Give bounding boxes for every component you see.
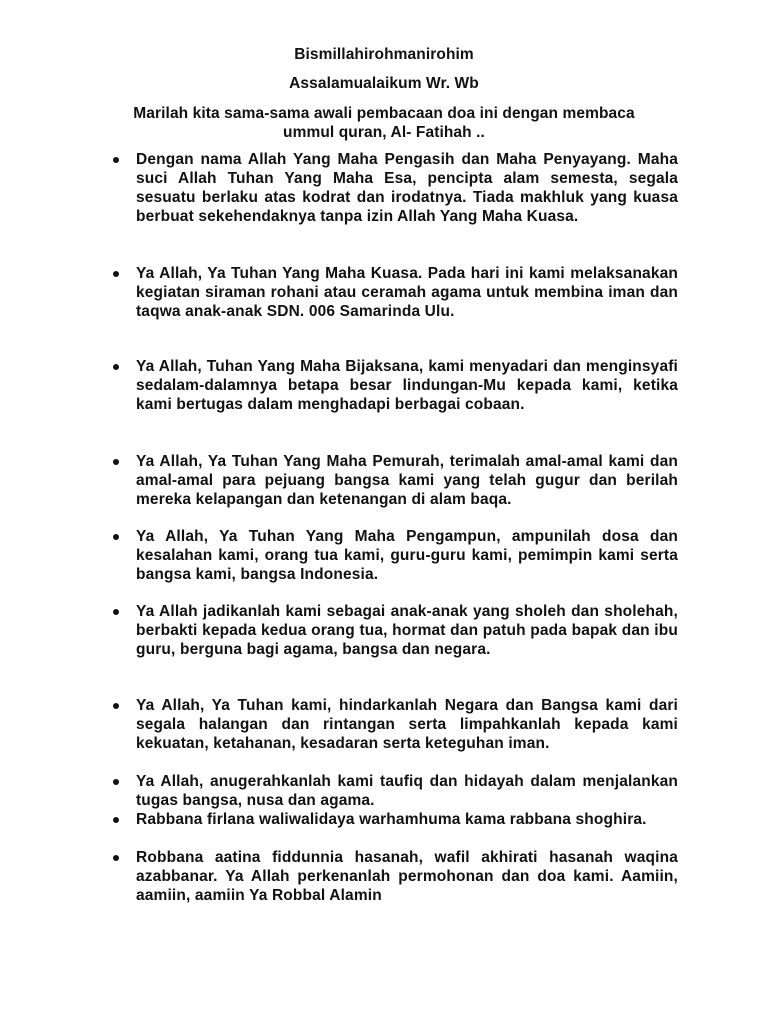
prayer-text: Ya Allah, Ya Tuhan Yang Maha Kuasa. Pada hari ini kami melaksanakan kegiatan siraman rohani atau ceramah agama untuk membina iman dan taqwa anak-anak SDN. 006 Samarinda Ulu. <box>136 265 678 320</box>
prayer-item <box>108 602 678 659</box>
bullet-icon <box>113 271 119 277</box>
bullet-icon <box>113 817 119 823</box>
bullet-icon <box>113 459 119 465</box>
heading-salam: Assalamualaikum Wr. Wb <box>289 75 479 92</box>
prayer-item <box>108 264 678 321</box>
prayer-text: Ya Allah, Ya Tuhan kami, hindarkanlah Negara dan Bangsa kami dari segala halangan dan rintangan serta limpahkanlah kepada kami kekuatan, ketahanan, kesadaran serta keteguhan iman. <box>136 697 678 752</box>
prayer-text: Rabbana firlana waliwalidaya warhamhuma kama rabbana shoghira. <box>136 811 647 828</box>
bullet-icon <box>113 855 119 861</box>
prayer-item <box>108 772 678 810</box>
bullet-icon <box>113 157 119 163</box>
prayer-text: Ya Allah, Tuhan Yang Maha Bijaksana, kami menyadari dan menginsyafi sedalam-dalamnya betapa besar lindungan-Mu kepada kami, ketika kami bertugas dalam menghadapi berbagai cobaan. <box>136 358 678 413</box>
prayer-text: Ya Allah, Ya Tuhan Yang Maha Pengampun, ampunilah dosa dan kesalahan kami, orang tua kami, guru-guru kami, pemimpin kami serta bangsa kami, bangsa Indonesia. <box>136 528 678 583</box>
prayer-item <box>108 527 678 584</box>
prayer-item <box>108 848 678 905</box>
bullet-icon <box>113 534 119 540</box>
bullet-icon <box>113 364 119 370</box>
bullet-icon <box>113 609 119 615</box>
prayer-text: Ya Allah jadikanlah kami sebagai anak-anak yang sholeh dan sholehah, berbakti kepada kedua orang tua, hormat dan patuh pada bapak dan ibu guru, berguna bagi agama, bangsa dan negara. <box>136 603 678 658</box>
intro-line-2: ummul quran, Al- Fatihah .. <box>283 124 485 141</box>
prayer-item <box>108 452 678 509</box>
intro-line-1: Marilah kita sama-sama awali pembacaan doa ini dengan membaca <box>133 105 635 122</box>
prayer-text: Robbana aatina fiddunnia hasanah, wafil akhirati hasanah waqina azabbanar. Ya Allah perkenanlah permohonan dan doa kami. Aamiin, aamiin, aamiin Ya Robbal Alamin <box>136 849 678 904</box>
prayer-text: Ya Allah, Ya Tuhan Yang Maha Pemurah, terimalah amal-amal kami dan amal-amal para pejuang bangsa kami yang telah gugur dan berilah mereka kelapangan dan ketenangan di alam baqa. <box>136 453 678 508</box>
prayer-item <box>108 357 678 414</box>
prayer-item <box>108 810 678 829</box>
prayer-text: Ya Allah, anugerahkanlah kami taufiq dan hidayah dalam menjalankan tugas bangsa, nusa dan agama. <box>136 773 678 809</box>
bullet-icon <box>113 703 119 709</box>
prayer-text: Dengan nama Allah Yang Maha Pengasih dan Maha Penyayang. Maha suci Allah Tuhan Yang Maha Esa, pencipta alam semesta, segala sesuatu berlaku atas kodrat dan irodatnya. Tiada makhluk yang kuasa berbuat sekehendaknya tanpa izin Allah Yang Maha Kuasa. <box>136 151 678 225</box>
heading-bismillah: Bismillahirohmanirohim <box>294 46 474 63</box>
prayer-item <box>108 696 678 753</box>
prayer-item <box>108 150 678 226</box>
bullet-icon <box>113 779 119 785</box>
